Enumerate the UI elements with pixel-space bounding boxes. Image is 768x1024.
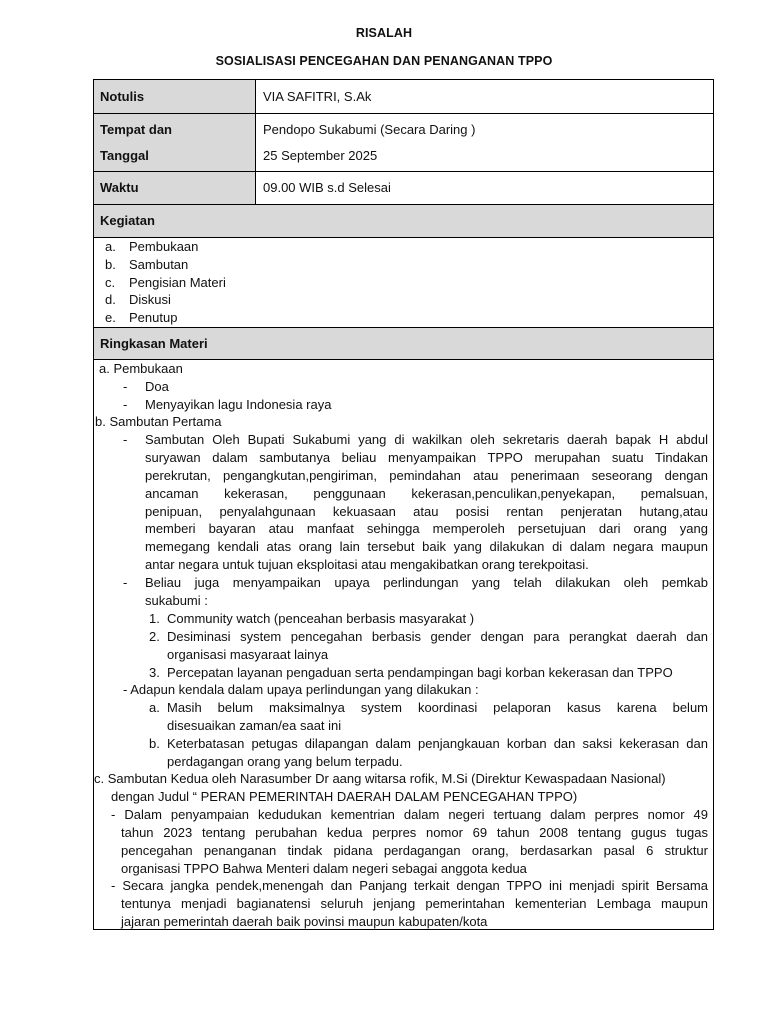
notulis-value: VIA SAFITRI, S.Ak xyxy=(263,89,372,104)
paragraph-line: perekrutan, pengangkutan,pengiriman, pemindahan atau penerimaan seseorang dengan xyxy=(145,467,708,483)
paragraph-line: penipuan, penyalahgunaan kekuasaan atau posisi rentan penjeratan hutang,atau xyxy=(145,503,708,519)
bullet-dash: - xyxy=(123,397,128,412)
num-marker: 2. xyxy=(149,629,160,644)
kegiatan-marker: d. xyxy=(105,292,116,307)
tanggal-value: 25 September 2025 xyxy=(263,148,378,163)
section-c-heading: c. Sambutan Kedua oleh Narasumber Dr aang witarsa rofik, M.Si (Direktur Kewaspadaan Nasional) xyxy=(94,771,666,786)
paragraph-line: Masih belum maksimalnya system koordinasi pelaporan kasus karena belum xyxy=(167,700,708,715)
section-b-heading: b. Sambutan Pertama xyxy=(95,414,222,429)
paragraph-line: suryawan dalam sambutanya beliau menyampaikan TPPO merupahan suatu Tindakan xyxy=(145,449,708,465)
tempat-label: Tempat dan xyxy=(100,122,172,137)
waktu-label: Waktu xyxy=(100,180,139,195)
row-notulis xyxy=(94,80,713,114)
kendala-heading: - Adapun kendala dalam upaya perlindungan yang dilakukan : xyxy=(123,682,479,697)
ringkasan-label: Ringkasan Materi xyxy=(100,336,208,351)
section-c-heading-line-2: dengan Judul “ PERAN PEMERINTAH DAERAH DALAM PENCEGAHAN TPPO) xyxy=(111,789,578,804)
kegiatan-marker: e. xyxy=(105,310,116,325)
tempat-value: Pendopo Sukabumi (Secara Daring ) xyxy=(263,122,476,137)
paragraph-line: - Secara jangka pendek,menengah dan Panjang terkait dengan TPPO ini menjadi spirit Bersama xyxy=(111,878,708,893)
paragraph-line: organisasi masyaraat lainya xyxy=(167,646,329,662)
paragraph-line: Sambutan Oleh Bupati Sukabumi yang di wakilkan oleh sekretaris daerah bapak H abdul xyxy=(145,432,708,447)
risalah-table xyxy=(93,79,714,930)
document-title: RISALAH xyxy=(355,26,413,40)
kegiatan-label: Kegiatan xyxy=(100,213,155,228)
kegiatan-marker: a. xyxy=(105,239,116,254)
tanggal-label: Tanggal xyxy=(100,148,149,163)
row-tempat-tanggal xyxy=(94,114,713,172)
row-waktu xyxy=(94,172,713,205)
paragraph-line: pencegahan penanganan tindak pidana perdagangan orang, berdasarkan pasal 6 struktur xyxy=(121,842,708,858)
section-c-item-2 xyxy=(111,878,708,932)
section-b-paragraph-1 xyxy=(145,432,708,575)
section-a-item: Menyayikan lagu Indonesia raya xyxy=(145,397,332,412)
num-item xyxy=(167,629,708,665)
paragraph-line: perdagangan orang yang belum terpadu. xyxy=(167,753,403,769)
paragraph-line: organisasi TPPO Bahwa Menteri dalam negeri sebagai anggota kedua xyxy=(121,860,527,876)
paragraph-line: ancaman kekerasan, penggunaan kekerasan,penculikan,penyekapan, pemalsuan, xyxy=(145,485,708,501)
paragraph-line: antar negara untuk tujuan eksploitasi atau mengakibatkan orang terekpoitasi. xyxy=(145,557,589,573)
bullet-dash: - xyxy=(123,379,128,394)
ringkasan-content xyxy=(94,360,713,929)
paragraph-line: jajaran pemerintah daerah baik povinsi maupun kabupaten/kota xyxy=(121,913,488,929)
paragraph-line: Desiminasi system pencegahan berbasis gender dengan para perangkat daerah dan xyxy=(167,629,708,644)
paragraph-line: memegang kendali atas orang lain tersebut baik yang dilakukan di dalam negara maupun xyxy=(145,539,708,555)
document-subtitle: SOSIALISASI PENCEGAHAN DAN PENANGANAN TPPO xyxy=(215,54,553,68)
section-b-paragraph-2 xyxy=(145,575,708,611)
num-item: Community watch (penceahan berbasis masyarakat ) xyxy=(167,611,475,626)
bullet-dash: - xyxy=(123,432,128,447)
paragraph-line: Beliau juga menyampaikan upaya perlindungan yang telah dilakukan oleh pemkab xyxy=(145,575,708,590)
alpha-item xyxy=(167,700,708,736)
num-marker: 3. xyxy=(149,665,160,680)
paragraph-line: - Dalam penyampaian kedudukan kementrian dalam negeri tertuang dalam perpres nomor 49 xyxy=(111,807,708,822)
kegiatan-list xyxy=(94,238,713,328)
notulis-label: Notulis xyxy=(100,89,145,104)
num-marker: 1. xyxy=(149,611,160,626)
ringkasan-header xyxy=(94,328,713,360)
paragraph-line: disesuaikan zaman/ea saat ini xyxy=(167,717,342,733)
alpha-marker: a. xyxy=(149,700,160,715)
section-c-item-1 xyxy=(111,807,708,879)
paragraph-line: tentunya menjadi bagianatensi seluruh jenjang pemerintahan kementerian Lembaga maupun xyxy=(121,895,708,911)
kegiatan-item: Sambutan xyxy=(129,257,189,272)
num-item: Percepatan layanan pengaduan serta pendampingan bagi korban kekerasan dan TPPO xyxy=(167,665,673,680)
kegiatan-item: Pembukaan xyxy=(129,239,199,254)
alpha-marker: b. xyxy=(149,736,160,751)
paragraph-line: Keterbatasan petugas dilapangan dalam penjangkauan korban dan saksi kekerasan dan xyxy=(167,736,708,751)
waktu-value: 09.00 WIB s.d Selesai xyxy=(263,180,391,195)
kegiatan-item: Pengisian Materi xyxy=(129,275,226,290)
kegiatan-item: Diskusi xyxy=(129,292,171,307)
paragraph-line: memberi bayaran atau manfaat sehingga memperoleh persetujuan dari orang yang xyxy=(145,521,708,537)
kegiatan-header xyxy=(94,205,713,238)
kegiatan-marker: c. xyxy=(105,275,116,290)
bullet-dash: - xyxy=(123,575,128,590)
paragraph-line: tahun 2023 tentang perubahan kedua perpres nomor 69 tahun 2008 tentang gugus tugas xyxy=(121,824,708,840)
alpha-item xyxy=(167,736,708,772)
paragraph-line: sukabumi : xyxy=(145,592,208,608)
section-a-heading: a. Pembukaan xyxy=(99,361,183,376)
kegiatan-marker: b. xyxy=(105,257,116,272)
section-a-item: Doa xyxy=(145,379,169,394)
kegiatan-item: Penutup xyxy=(129,310,178,325)
